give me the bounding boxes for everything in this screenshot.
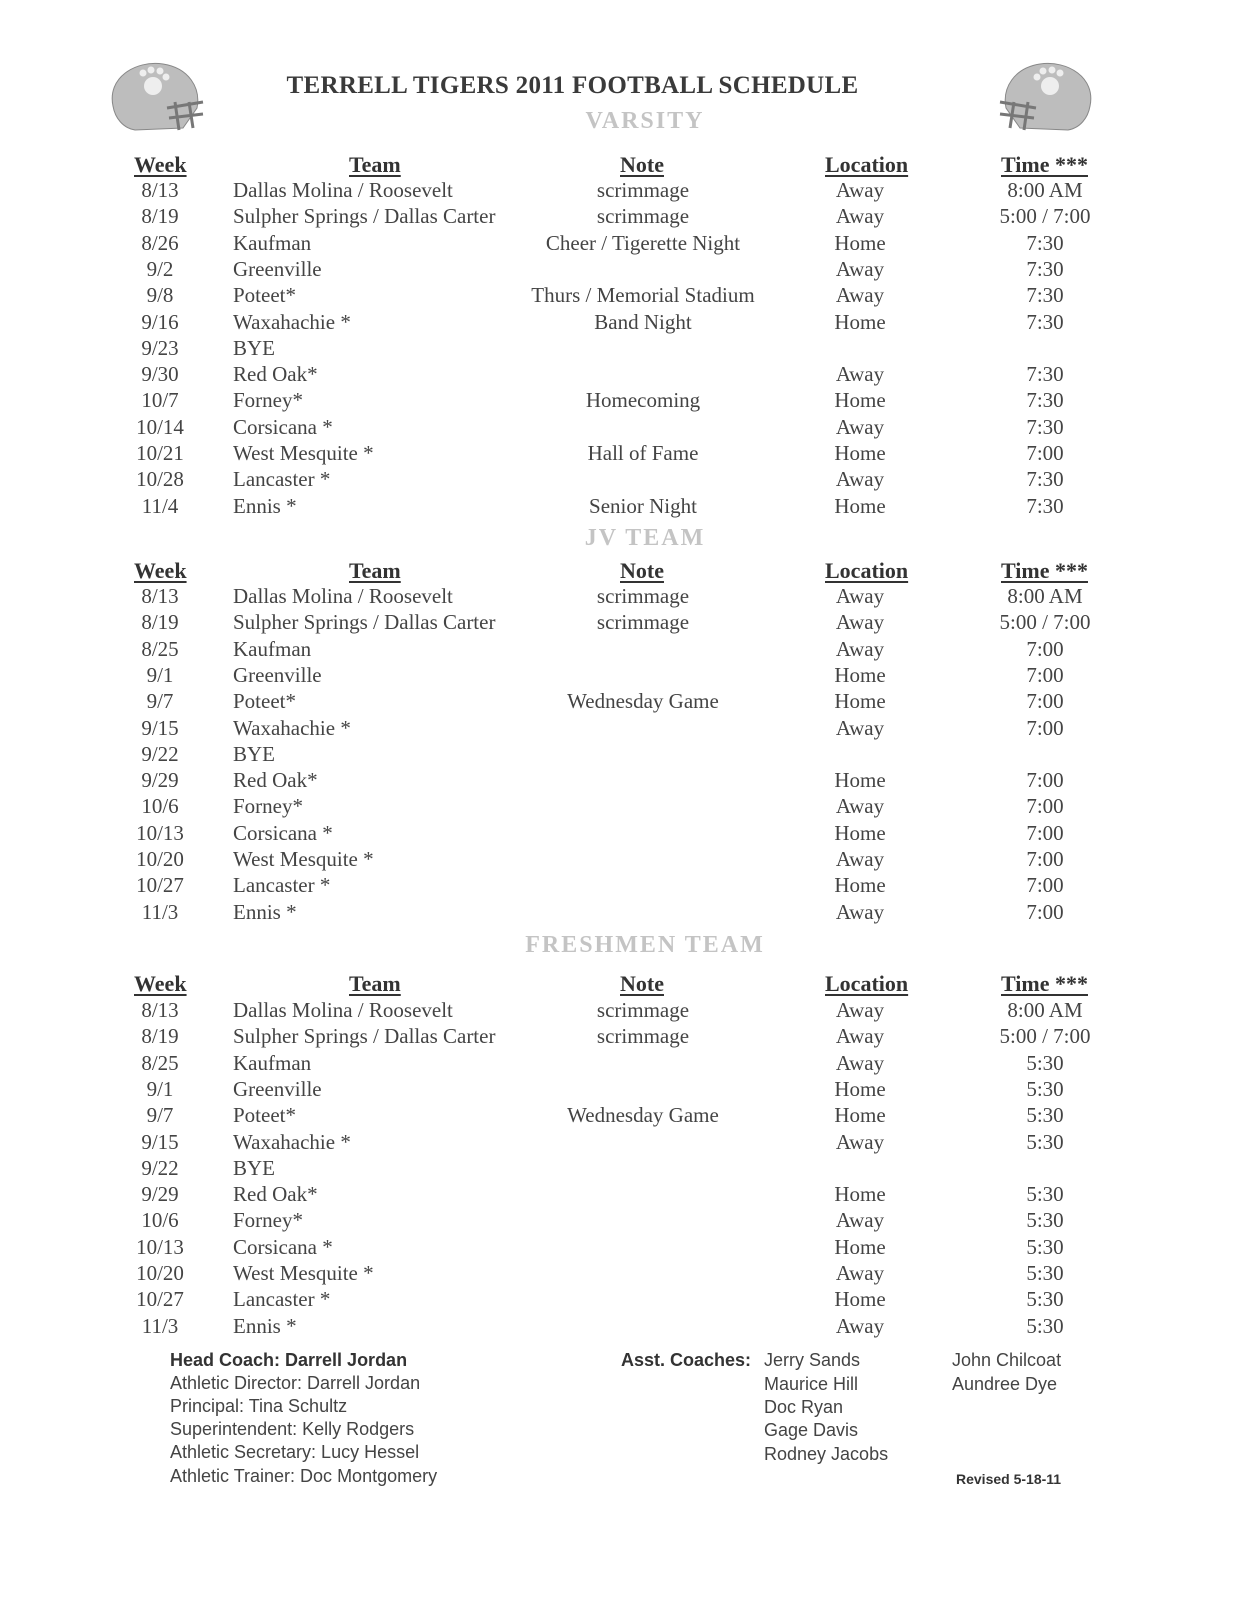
cell-week: 8/13 [141,998,179,1022]
cell-time: 5:30 [1026,1313,1064,1338]
cell-team: Dallas Molina / Roosevelt [233,998,453,1022]
cell-week: 9/29 [141,1182,179,1207]
table-row [0,1156,1255,1182]
cell-time: 7:30 [1026,230,1064,255]
cell-note: Homecoming [585,388,701,413]
cell-note: Thurs / Memorial Stadium [531,283,755,308]
cell-week: 10/6 [141,794,179,819]
cell-week: 11/3 [141,1313,179,1338]
cell-location: Home [834,1076,886,1101]
cell-time: 5:30 [1026,1129,1064,1154]
cell-location: Away [835,584,885,608]
cell-location: Away [835,1208,885,1233]
head-coach: Head Coach: Darrell Jordan [170,1350,408,1370]
cell-team: Poteet* [233,689,296,714]
asst-coach: Maurice Hill [764,1374,859,1394]
cell-team: Greenville [233,1076,322,1101]
cell-location: Away [835,1129,885,1154]
cell-note: Wednesday Game [567,1103,719,1128]
cell-location: Away [835,283,885,308]
cell-team: West Mesquite * [233,847,374,871]
table-row [0,1235,1255,1261]
cell-time: 7:00 [1026,873,1064,898]
header-week: Week [134,971,187,996]
cell-team: Sulpher Springs / Dallas Carter [233,610,496,635]
table-row [0,1287,1255,1313]
cell-week: 9/15 [141,715,179,740]
cell-location: Home [834,1287,886,1312]
cell-team: Dallas Molina / Roosevelt [233,178,453,202]
table-row [0,283,1255,309]
cell-location: Away [835,178,885,202]
cell-time: 7:00 [1026,899,1064,924]
asst-coach: Gage Davis [764,1420,859,1440]
table-row [0,1182,1255,1208]
cell-time: 8:00 AM [1007,584,1083,608]
cell-team: Dallas Molina / Roosevelt [233,584,453,608]
cell-week: 9/2 [146,256,174,281]
table-row [0,467,1255,493]
cell-week: 9/22 [141,1155,179,1180]
header-team: Team [349,558,401,583]
cell-week: 8/25 [141,636,179,661]
cell-time: 5:30 [1026,1261,1064,1285]
table-header [0,971,1255,997]
table-row [0,689,1255,715]
header-location: Location [825,971,909,996]
table-row [0,441,1255,467]
cell-time: 5:30 [1026,1076,1064,1101]
cell-note: scrimmage [596,998,690,1022]
cell-location: Home [834,230,886,255]
cell-time: 5:30 [1026,1182,1064,1207]
table-row [0,821,1255,847]
cell-note: Cheer / Tigerette Night [545,230,741,255]
cell-location: Away [835,256,885,281]
cell-week: 9/7 [146,1103,174,1128]
header-note: Note [620,971,664,996]
table-row [0,1314,1255,1340]
cell-week: 10/6 [141,1208,179,1233]
cell-note: scrimmage [596,178,690,202]
cell-location: Home [834,820,886,845]
cell-note: Hall of Fame [587,441,699,465]
cell-location: Home [834,493,886,518]
cell-location: Away [835,1050,885,1075]
cell-location: Away [835,1024,885,1049]
cell-week: 9/22 [141,741,179,766]
cell-week: 10/20 [136,847,184,871]
cell-time: 7:00 [1026,441,1064,465]
cell-week: 9/1 [146,1076,174,1101]
table-header [0,152,1255,178]
cell-location: Home [834,309,886,334]
header-time: Time *** [1001,558,1088,583]
cell-time: 5:30 [1026,1234,1064,1259]
cell-time: 7:30 [1026,362,1064,387]
cell-week: 10/7 [141,388,179,413]
cell-location: Home [834,662,886,687]
cell-week: 9/16 [141,309,179,334]
cell-team: Kaufman [233,230,312,255]
cell-week: 9/7 [146,689,174,714]
header-time: Time *** [1001,152,1088,177]
table-row [0,663,1255,689]
cell-note: Wednesday Game [567,689,719,714]
cell-time: 7:00 [1026,847,1064,871]
cell-week: 8/25 [141,1050,179,1075]
cell-note: scrimmage [596,204,690,229]
header-team: Team [349,152,401,177]
cell-note: Band Night [594,309,692,334]
cell-week: 8/13 [141,178,179,202]
cell-location: Away [835,204,885,229]
cell-location: Away [835,715,885,740]
table-row [0,794,1255,820]
cell-team: Poteet* [233,1103,296,1128]
cell-location: Home [834,388,886,413]
cell-week: 9/23 [141,335,179,360]
cell-week: 10/13 [136,820,184,845]
cell-week: 8/26 [141,230,179,255]
cell-week: 8/13 [141,584,179,608]
cell-location: Home [834,1103,886,1128]
table-row [0,257,1255,283]
asst-coach: Jerry Sands [764,1350,861,1370]
header-week: Week [134,152,187,177]
table-row [0,336,1255,362]
table-row [0,1103,1255,1129]
cell-week: 10/28 [136,467,184,492]
cell-week: 11/3 [141,899,179,924]
cell-note: scrimmage [596,610,690,635]
cell-location: Away [835,998,885,1022]
cell-team: Ennis * [233,493,297,518]
cell-time: 7:30 [1026,414,1064,439]
cell-location: Away [835,1261,885,1285]
cell-location: Away [835,1313,885,1338]
cell-team: Sulpher Springs / Dallas Carter [233,204,496,229]
cell-week: 8/19 [141,204,179,229]
table-row [0,388,1255,414]
cell-time: 8:00 AM [1007,998,1083,1022]
cell-week: 10/14 [136,414,184,439]
table-row [0,231,1255,257]
table-row [0,637,1255,663]
cell-week: 10/27 [136,873,184,898]
cell-time: 5:30 [1026,1287,1064,1312]
cell-week: 11/4 [141,493,179,518]
table-row [0,1024,1255,1050]
cell-time: 7:30 [1026,493,1064,518]
cell-team: Ennis * [233,899,297,924]
table-row [0,847,1255,873]
cell-time: 7:00 [1026,715,1064,740]
cell-week: 9/15 [141,1129,179,1154]
cell-team: Red Oak* [233,768,318,793]
cell-location: Away [835,610,885,635]
table-row [0,1261,1255,1287]
cell-time: 7:30 [1026,256,1064,281]
header-team: Team [349,971,401,996]
cell-time: 5:30 [1026,1208,1064,1233]
cell-team: West Mesquite * [233,441,374,465]
cell-time: 7:00 [1026,794,1064,819]
table-row [0,768,1255,794]
cell-week: 8/19 [141,610,179,635]
cell-time: 7:30 [1026,388,1064,413]
cell-week: 9/1 [146,662,174,687]
cell-time: 7:30 [1026,283,1064,308]
cell-team: Waxahachie * [233,1129,351,1154]
cell-team: Lancaster * [233,1287,331,1312]
cell-time: 5:30 [1026,1103,1064,1128]
cell-team: Red Oak* [233,362,318,387]
cell-team: West Mesquite * [233,1261,374,1285]
cell-time: 7:00 [1026,820,1064,845]
asst-coach: Doc Ryan [764,1397,844,1417]
cell-team: Corsicana * [233,820,333,845]
cell-week: 9/30 [141,362,179,387]
header-note: Note [620,558,664,583]
cell-team: Forney* [233,388,303,413]
cell-team: Kaufman [233,1050,312,1075]
cell-team: Kaufman [233,636,312,661]
cell-time: 5:00 / 7:00 [999,204,1091,229]
table-row [0,204,1255,230]
cell-location: Home [834,1234,886,1259]
table-row [0,716,1255,742]
table-row [0,362,1255,388]
header-location: Location [825,558,909,583]
cell-time: 7:30 [1026,309,1064,334]
cell-note: Senior Night [589,493,697,518]
principal: Principal: Tina Schultz [170,1396,348,1416]
table-header [0,558,1255,584]
athletic-director: Athletic Director: Darrell Jordan [170,1373,421,1393]
table-row [0,610,1255,636]
cell-location: Home [834,689,886,714]
cell-week: 10/21 [136,441,184,465]
asst-coach: Rodney Jacobs [764,1444,889,1464]
cell-time: 7:30 [1026,467,1064,492]
cell-team: Corsicana * [233,1234,333,1259]
cell-team: Red Oak* [233,1182,318,1207]
cell-location: Home [834,1182,886,1207]
cell-team: BYE [233,1155,275,1180]
table-row [0,1208,1255,1234]
table-row [0,584,1255,610]
table-row [0,310,1255,336]
section-label: JV TEAM [584,525,706,551]
cell-location: Away [835,636,885,661]
cell-team: Ennis * [233,1313,297,1338]
table-row [0,873,1255,899]
table-row [0,1051,1255,1077]
header-week: Week [134,558,187,583]
header-time: Time *** [1001,971,1088,996]
cell-time: 7:00 [1026,662,1064,687]
cell-location: Away [835,847,885,871]
table-row [0,1130,1255,1156]
table-row [0,415,1255,441]
cell-location: Away [835,899,885,924]
revised-date: Revised 5-18-11 [956,1471,1062,1487]
table-row [0,1077,1255,1103]
cell-week: 10/13 [136,1234,184,1259]
cell-week: 8/19 [141,1024,179,1049]
cell-time: 5:00 / 7:00 [999,610,1091,635]
cell-time: 5:30 [1026,1050,1064,1075]
cell-location: Away [835,467,885,492]
superintendent: Superintendent: Kelly Rodgers [170,1419,415,1439]
cell-time: 7:00 [1026,636,1064,661]
cell-team: Poteet* [233,283,296,308]
table-row [0,178,1255,204]
cell-note: scrimmage [596,1024,690,1049]
section-label: VARSITY [585,108,705,134]
cell-team: Forney* [233,1208,303,1233]
cell-week: 10/27 [136,1287,184,1312]
cell-team: Lancaster * [233,467,331,492]
cell-team: Lancaster * [233,873,331,898]
cell-location: Away [835,414,885,439]
cell-location: Home [834,768,886,793]
cell-team: BYE [233,335,275,360]
table-row [0,998,1255,1024]
header-note: Note [620,152,664,177]
cell-time: 8:00 AM [1007,178,1083,202]
asst-coaches-label: Asst. Coaches: [621,1350,752,1370]
cell-location: Home [834,441,886,465]
cell-week: 9/29 [141,768,179,793]
athletic-trainer: Athletic Trainer: Doc Montgomery [170,1466,438,1486]
cell-time: 7:00 [1026,689,1064,714]
table-row [0,742,1255,768]
athletic-secretary: Athletic Secretary: Lucy Hessel [170,1442,420,1462]
cell-team: Waxahachie * [233,715,351,740]
cell-week: 9/8 [146,283,174,308]
cell-team: BYE [233,741,275,766]
cell-team: Waxahachie * [233,309,351,334]
cell-note: scrimmage [596,584,690,608]
cell-team: Greenville [233,256,322,281]
cell-team: Greenville [233,662,322,687]
page-title: TERRELL TIGERS 2011 FOOTBALL SCHEDULE [286,72,859,99]
section-label: FRESHMEN TEAM [525,932,765,958]
cell-team: Sulpher Springs / Dallas Carter [233,1024,496,1049]
cell-time: 5:00 / 7:00 [999,1024,1091,1049]
cell-team: Forney* [233,794,303,819]
cell-week: 10/20 [136,1261,184,1285]
cell-time: 7:00 [1026,768,1064,793]
header-location: Location [825,152,909,177]
cell-team: Corsicana * [233,414,333,439]
asst-coach: John Chilcoat [952,1350,1062,1370]
asst-coach: Aundree Dye [952,1374,1058,1394]
cell-location: Home [834,873,886,898]
cell-location: Away [835,362,885,387]
table-row [0,494,1255,520]
table-row [0,900,1255,926]
cell-location: Away [835,794,885,819]
